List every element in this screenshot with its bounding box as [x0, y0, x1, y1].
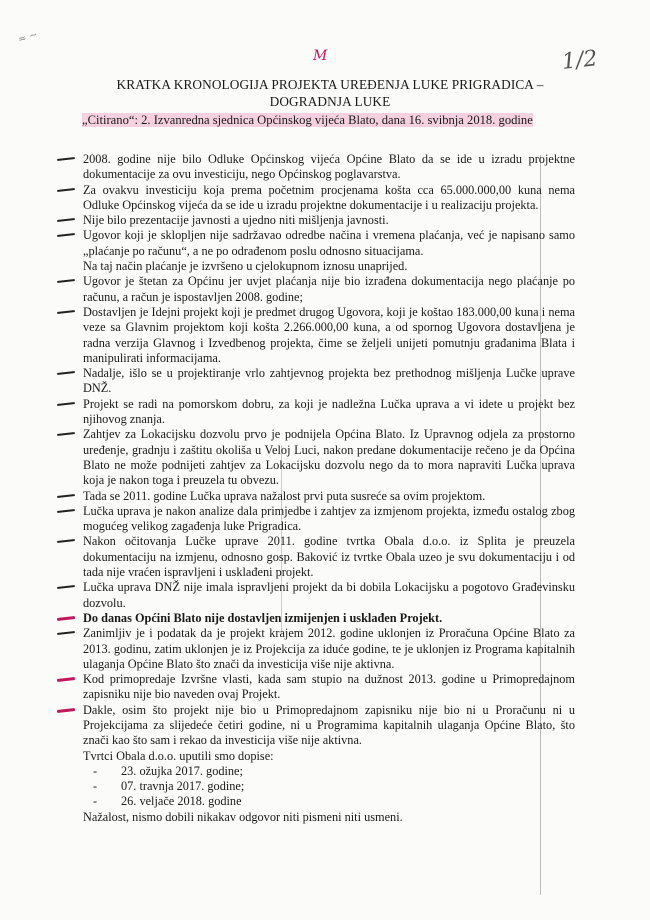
chronology-item-text: Ugovor koji je sklopljen nije sadržavao odredbe načina i vremena plaćanja, već je napisano samo „plaćanje po računu“, a ne po odrađenom poslu odnosno situacijama. Na taj način plaćanje je izvršeno u cjelokupnom iznosu unaprijed.	[83, 228, 575, 274]
document-body	[83, 152, 575, 825]
document-subtitle	[82, 112, 562, 128]
chronology-item-text: Lučka uprava DNŽ nije imala ispravljeni projekt da bi dobila Lokacijsku a pogotovo Građevinsku dozvolu.	[83, 580, 575, 610]
chronology-item	[83, 305, 575, 366]
chronology-item	[83, 397, 575, 428]
bullet-dash-icon	[57, 218, 75, 222]
bullet-dash-icon	[57, 708, 75, 713]
chronology-item-text: Nadalje, išlo se u projektiranje vrlo zahtjevnog projekta bez prethodnog mišljenja Lučke uprave DNŽ.	[83, 366, 575, 396]
chronology-item	[83, 611, 575, 626]
letter-date: - 26. veljače 2018. godine	[93, 794, 575, 809]
letter-dates-list	[93, 764, 575, 810]
handwritten-page-number: 1/2	[560, 46, 599, 75]
chronology-item-text: Zahtjev za Lokacijsku dozvolu prvo je podnijela Općina Blato. Iz Upravnog odjela za prostorno uređenje, gradnju i zaštitu okoliša u Veloj Luci, nakon predane dokumentacije rečeno je da Općina Blato ne može podnijeti zahtjev za Lokacijsku dozvolu nego da to mora napraviti Lučka uprava koja je nakon toga i preuzela tu obvezu.	[83, 427, 575, 488]
chronology-item	[83, 626, 575, 672]
chronology-item	[83, 366, 575, 397]
handwritten-corner-mark: ≈ ~	[16, 29, 40, 46]
title-line-2: DOGRADNJA LUKE	[269, 94, 391, 109]
bullet-dash-icon	[57, 585, 75, 589]
bullet-dash-icon	[57, 188, 75, 192]
chronology-item-text: Lučka uprava je nakon analize dala primjedbe i zahtjev za izmjenom projekta, između ostalog zbog mogućeg velikog zagađenja luke Prigradica.	[83, 503, 575, 534]
chronology-item	[83, 489, 575, 504]
chronology-item-text: Tada se 2011. godine Lučka uprava nažalost prvi puta susreće sa ovim projektom.	[83, 488, 486, 503]
bullet-dash-icon	[57, 539, 75, 543]
handwritten-top-mark: M	[313, 48, 328, 64]
letter-date: - 07. travnja 2017. godine;	[93, 779, 575, 794]
chronology-item	[83, 534, 575, 580]
chronology-item-text: Nije bilo prezentacije javnosti a ujedno niti mišljenja javnosti.	[83, 213, 389, 228]
bullet-dash-icon	[57, 616, 75, 621]
bullet-dash-icon	[57, 677, 75, 682]
bullet-dash-icon	[57, 509, 75, 513]
bullet-dash-icon	[57, 279, 75, 283]
bullet-dash-icon	[57, 310, 75, 314]
bullet-dash-icon	[57, 371, 75, 375]
letters-intro: Tvrtci Obala d.o.o. uputili smo dopise:	[83, 748, 274, 763]
closing-text: Nažalost, nismo dobili nikakav odgovor niti pismeni niti usmeni.	[83, 809, 403, 824]
chronology-item-text: Dostavljen je Idejni projekt koji je predmet drugog Ugovora, koji je koštao 183.000,00 kuna i nema veze sa Glavnim projektom koji košta 2.266.000,00 kuna, a od spornog Ugovora dostavljena je radna verzija Glavnog i Izvedbenog projekta, čime se željeli unijeti pomutnju građanima Blata i manipulirati informacijama.	[83, 304, 575, 365]
chronology-item-text: 2008. godine nije bilo Odluke Općinskog vijeća Općine Blato da se ide u izradu projektne dokumentacije za ovu investiciju, nego Općinskog poglavarstva.	[83, 152, 575, 182]
chronology-item	[83, 183, 575, 214]
chronology-item	[83, 152, 575, 183]
bullet-dash-icon	[57, 432, 75, 436]
chronology-item	[83, 580, 575, 611]
bullet-dash-icon	[57, 234, 75, 238]
subtitle-text: „Citirano“: 2. Izvanredna sjednica Općinskog vijeća Blato, dana 16. svibnja 2018. godine	[82, 113, 533, 127]
chronology-item	[83, 427, 575, 488]
chronology-item-text: Projekt se radi na pomorskom dobru, za koji je nadležna Lučka uprava a vi idete u projekt bez njihovog znanja.	[83, 396, 575, 427]
chronology-item-text: Dakle, osim što projekt nije bio u Primopredajnom zapisniku nije bio ni u Proračunu ni u Projekcijama za slijedeće četiri godine, ni u Programima kapitalnih ulaganja Općine Blato, što znači kao što sam i rekao da investicija više nije aktivna.	[83, 702, 575, 748]
letter-date: - 23. ožujka 2017. godine;	[93, 764, 575, 779]
document-title	[100, 76, 560, 110]
chronology-item	[83, 672, 575, 703]
chronology-item	[83, 504, 575, 535]
bullet-dash-icon	[57, 402, 75, 406]
bullet-dash-icon	[57, 157, 75, 161]
chronology-item	[83, 274, 575, 305]
chronology-item-text: Nakon očitovanja Lučke uprave 2011. godine tvrtka Obala d.o.o. iz Splita je preuzela dokumentaciju na izmjenu, odnosno gosp. Baković iz tvrtke Obala uzeo je svu dokumentaciju i od tada nije vraćen ispravljeni i usklađeni projekt.	[83, 534, 575, 580]
chronology-item	[83, 228, 575, 274]
chronology-item	[83, 213, 575, 228]
chronology-list	[83, 152, 575, 749]
chronology-item-text: Do danas Općini Blato nije dostavljen izmijenjen i usklađen Projekt.	[83, 610, 443, 625]
chronology-item-text: Kod primopredaje Izvršne vlasti, kada sam stupio na dužnost 2013. godine u Primopredajnom zapisniku nije bio naveden ovaj Projekt.	[83, 672, 575, 702]
chronology-item-text: Za ovakvu investiciju koja prema početnim procjenama košta cca 65.000.000,00 kuna nema Odluke Općinskog vijeća da se ide u izradu projektne dokumentacije i u realizaciju projekta.	[83, 182, 575, 212]
bullet-dash-icon	[57, 631, 75, 635]
chronology-item	[83, 703, 575, 749]
chronology-item-text: Zanimljiv je i podatak da je projekt krajem 2012. godine uklonjen iz Proračuna Općine Blato za 2013. godinu, zatim uklonjen je iz Projekcija za iduće godine, te je uklonjen iz Programa kapitalnih ulaganja Općine Blato što znači da investicija više nije aktivna.	[83, 626, 575, 671]
title-line-1: KRATKA KRONOLOGIJA PROJEKTA UREĐENJA LUKE PRIGRADICA –	[116, 77, 544, 92]
chronology-item-text: Ugovor je štetan za Općinu jer uvjet plaćanja nije bio izrađena dokumentacija nego plaćanje po računu, a račun je ispostavljen 2008. godine;	[83, 274, 575, 304]
bullet-dash-icon	[57, 494, 75, 498]
